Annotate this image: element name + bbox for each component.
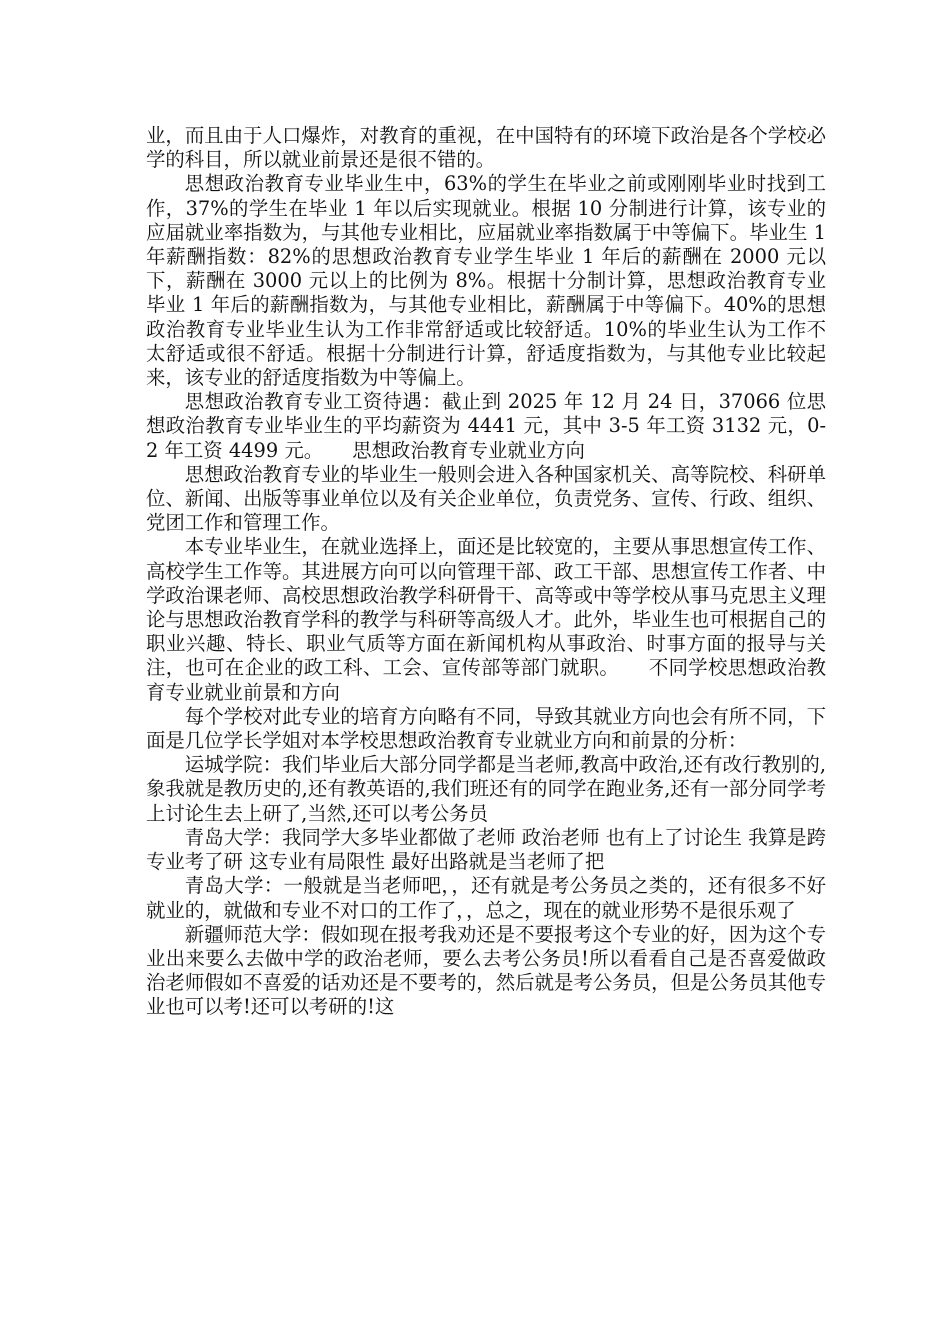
paragraph-6: 每个学校对此专业的培育方向略有不同，导致其就业方向也会有所不同，下面是几位学长学姐对本学校思想政治教育专业就业方向和前景的分析： (146, 704, 826, 753)
document-page (146, 124, 826, 1020)
paragraph-4: 思想政治教育专业的毕业生一般则会进入各种国家机关、高等院校、科研单位、新闻、出版等事业单位以及有关企业单位，负责党务、宣传、行政、组织、党团工作和管理工作。 (146, 462, 826, 535)
paragraph-3: 思想政治教育专业工资待遇：截止到 2025 年 12 月 24 日，37066 位思想政治教育专业毕业生的平均薪资为 4441 元，其中 3-5 年工资 3132 元，0-2 年工资 4499 元。 思想政治教育专业就业方向 (146, 390, 826, 462)
paragraph-5: 本专业毕业生，在就业选择上，面还是比较宽的，主要从事思想宣传工作、高校学生工作等。其进展方向可以向管理干部、政工干部、思想宣传工作者、中学政治课老师、高校思想政治教学科研骨干、高等或中等学校从事马克思主义理论与思想政治教育学科的教学与科研等高级人才。此外，毕业生也可根据自己的职业兴趣、特长、职业气质等方面在新闻机构从事政治、时事方面的报导与关注，也可在企业的政工科、工会、宣传部等部门就职。 不同学校思想政治教育专业就业前景和方向 (146, 535, 826, 704)
paragraph-1: 业，而且由于人口爆炸，对教育的重视，在中国特有的环境下政治是各个学校必学的科目，所以就业前景还是很不错的。 (146, 124, 826, 172)
paragraph-2: 思想政治教育专业毕业生中，63%的学生在毕业之前或刚刚毕业时找到工作，37%的学生在毕业 1 年以后实现就业。根据 10 分制进行计算，该专业的应届就业率指数为，与其他专业相比，应届就业率指数属于中等偏下。毕业生 1 年薪酬指数：82%的思想政治教育专业学生毕业 1 年后的薪酬在 2000 元以下，薪酬在 3000 元以上的比例为 8%。根据十分制计算，思想政治教育专业毕业 1 年后的薪酬指数为，与其他专业相比，薪酬属于中等偏下。40%的思想政治教育专业毕业生认为工作非常舒适或比较舒适。10%的毕业生认为工作不太舒适或很不舒适。根据十分制进行计算，舒适度指数为，与其他专业比较起来，该专业的舒适度指数为中等偏上。 (146, 172, 826, 390)
paragraph-8: 青岛大学：我同学大多毕业都做了老师 政治老师 也有上了讨论生 我算是跨专业考了研 这专业有局限性 最好出路就是当老师了把 (146, 825, 826, 874)
paragraph-7: 运城学院：我们毕业后大部分同学都是当老师,教高中政治,还有改行教别的,象我就是教历史的,还有教英语的,我们班还有的同学在跑业务,还有一部分同学考上讨论生去上研了,当然,还可以考公务员 (146, 753, 826, 825)
paragraph-10: 新疆师范大学：假如现在报考我劝还是不要报考这个专业的好，因为这个专业出来要么去做中学的政治老师，要么去考公务员!所以看看自己是否喜爱做政治老师假如不喜爱的话劝还是不要考的，然后就是考公务员，但是公务员其他专业也可以考!还可以考研的!这 (146, 922, 826, 1019)
paragraph-9: 青岛大学：一般就是当老师吧，，还有就是考公务员之类的，还有很多不好就业的，就做和专业不对口的工作了，，总之，现在的就业形势不是很乐观了 (146, 874, 826, 922)
